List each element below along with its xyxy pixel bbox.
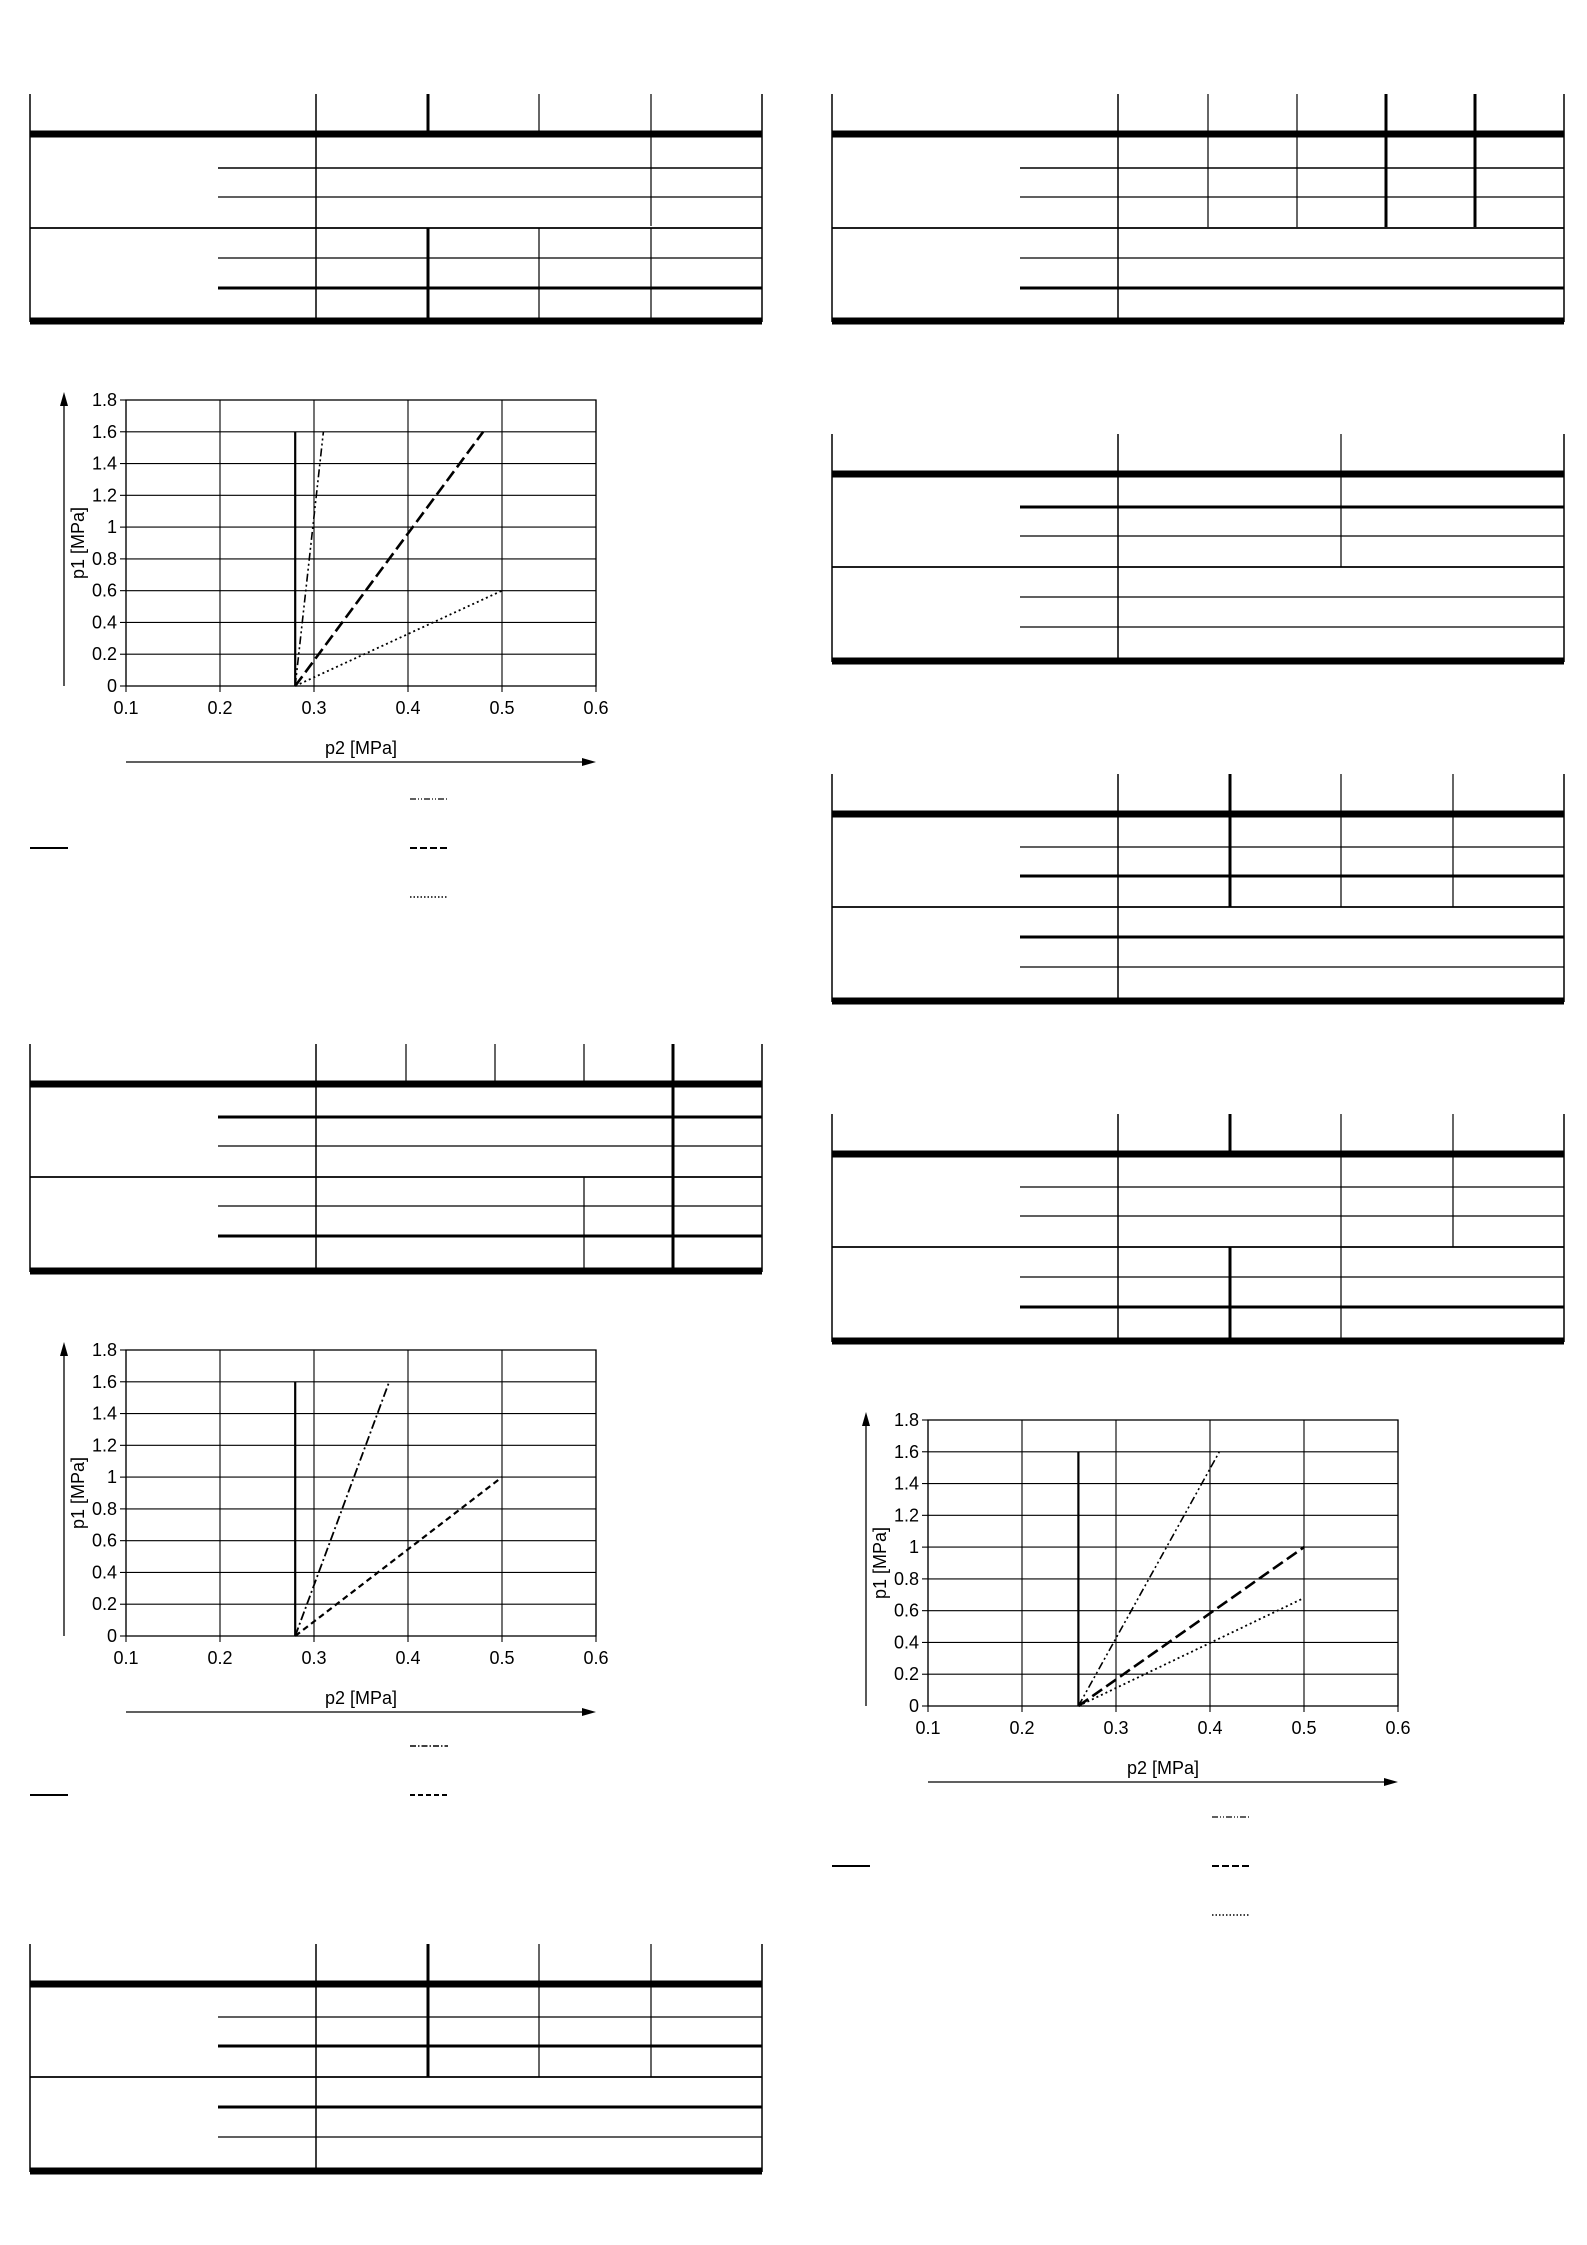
y-axis-label: p1 [MPa] <box>68 1456 88 1530</box>
x-tick-label: 0.4 <box>395 698 421 718</box>
y-tick-label: 1 <box>106 517 117 538</box>
x-tick-label: 0.2 <box>207 698 233 718</box>
x-tick-label: 0.3 <box>301 698 327 718</box>
spec-table-right-1 <box>832 94 1564 326</box>
x-tick-label: 0.1 <box>113 698 139 718</box>
y-tick-label: 0.6 <box>893 1600 919 1621</box>
series-line-dashed <box>295 1477 502 1636</box>
y-tick-label: 1 <box>908 1537 919 1558</box>
y-tick-label: 0.2 <box>91 644 117 665</box>
y-axis-label: p1 [MPa] <box>68 506 88 580</box>
y-tick-label: 0.4 <box>91 1562 117 1583</box>
y-axis-arrowhead <box>862 1412 870 1426</box>
spec-table-left-3 <box>30 1944 762 2176</box>
y-tick-label: 0 <box>106 676 117 696</box>
x-tick-label: 0.5 <box>1291 1718 1317 1738</box>
y-axis-arrowhead <box>60 392 68 406</box>
x-tick-label: 0.4 <box>395 1648 421 1668</box>
x-axis-label: p2 [MPa] <box>1126 1758 1200 1778</box>
x-axis-label: p2 [MPa] <box>324 1688 398 1708</box>
y-tick-label: 1.6 <box>893 1441 919 1462</box>
x-tick-label: 0.1 <box>113 1648 139 1668</box>
x-tick-label: 0.6 <box>1385 1718 1411 1738</box>
y-tick-label: 1.8 <box>91 1340 117 1360</box>
y-tick-label: 0.8 <box>893 1568 919 1589</box>
x-axis-arrowhead <box>1384 1778 1398 1786</box>
x-axis-label: p2 [MPa] <box>324 738 398 758</box>
y-tick-label: 1.2 <box>91 1435 117 1456</box>
spec-table-left-2 <box>30 1044 762 1276</box>
spec-table-right-4 <box>832 1114 1564 1346</box>
x-tick-label: 0.6 <box>583 698 609 718</box>
chart-2 <box>40 1340 640 1720</box>
y-tick-label: 0.6 <box>91 580 117 601</box>
y-tick-label: 1.2 <box>91 485 117 506</box>
y-tick-label: 1.4 <box>893 1473 919 1494</box>
spec-table-right-3 <box>832 774 1564 1006</box>
y-tick-label: 0.2 <box>91 1594 117 1615</box>
y-axis-label: p1 [MPa] <box>870 1526 890 1600</box>
y-tick-label: 1 <box>106 1467 117 1488</box>
spec-table-left-1 <box>30 94 762 326</box>
y-tick-label: 1.6 <box>91 1371 117 1392</box>
y-tick-label: 1.6 <box>91 421 117 442</box>
series-line-long-dash <box>1078 1547 1304 1706</box>
y-tick-label: 0.8 <box>91 548 117 569</box>
y-tick-label: 0.4 <box>91 612 117 633</box>
x-axis-arrowhead <box>582 758 596 766</box>
x-tick-label: 0.3 <box>301 1648 327 1668</box>
plot-frame <box>928 1420 1398 1706</box>
y-tick-label: 1.4 <box>91 1403 117 1424</box>
y-tick-label: 1.8 <box>893 1410 919 1430</box>
x-tick-label: 0.1 <box>915 1718 941 1738</box>
plot-frame <box>126 400 596 686</box>
y-tick-label: 0.8 <box>91 1498 117 1519</box>
series-line-dotted <box>1078 1598 1304 1706</box>
chart-1 <box>40 390 640 770</box>
y-tick-label: 1.4 <box>91 453 117 474</box>
y-axis-arrowhead <box>60 1342 68 1356</box>
plot-frame <box>126 1350 596 1636</box>
y-tick-label: 0.6 <box>91 1530 117 1551</box>
y-tick-label: 0.4 <box>893 1632 919 1653</box>
y-tick-label: 0.2 <box>893 1664 919 1685</box>
x-tick-label: 0.2 <box>1009 1718 1035 1738</box>
y-tick-label: 0 <box>106 1626 117 1646</box>
y-tick-label: 1.8 <box>91 390 117 410</box>
x-tick-label: 0.5 <box>489 1648 515 1668</box>
x-axis-arrowhead <box>582 1708 596 1716</box>
series-line-dotted <box>295 591 502 686</box>
x-tick-label: 0.2 <box>207 1648 233 1668</box>
y-tick-label: 1.2 <box>893 1505 919 1526</box>
x-tick-label: 0.6 <box>583 1648 609 1668</box>
x-tick-label: 0.4 <box>1197 1718 1223 1738</box>
x-tick-label: 0.5 <box>489 698 515 718</box>
y-tick-label: 0 <box>908 1696 919 1716</box>
chart-3 <box>842 1410 1442 1790</box>
spec-table-right-2 <box>832 434 1564 666</box>
x-tick-label: 0.3 <box>1103 1718 1129 1738</box>
